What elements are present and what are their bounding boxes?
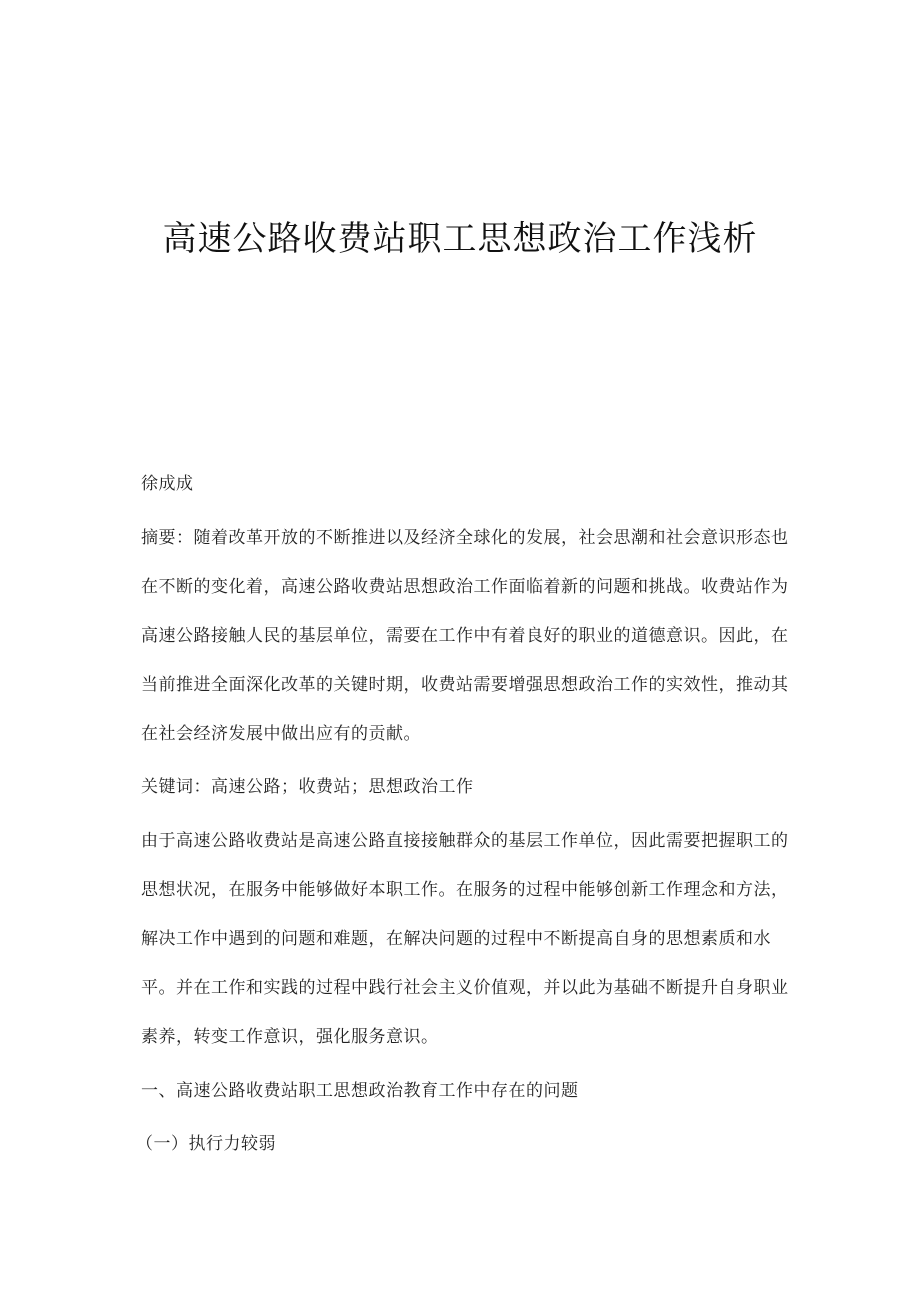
author-name: 徐成成 (141, 474, 194, 494)
keywords-line: 关键词：高速公路；收费站；思想政治工作 (141, 777, 474, 797)
abstract-paragraph: 摘要：随着改革开放的不断推进以及经济全球化的发展，社会思潮和社会意识形态也在不断的变化着，高速公路收费站思想政治工作面临着新的问题和挑战。收费站作为高速公路接触人民的基层单位，需要在工作中有着良好的职业的道德意识。因此，在当前推进全面深化改革的关键时期，收费站需要增强思想政治工作的实效性，推动其在社会经济发展中做出应有的贡献。 (141, 528, 789, 744)
section-heading: 一、高速公路收费站职工思想政治教育工作中存在的问题 (141, 1081, 579, 1101)
intro-paragraph: 由于高速公路收费站是高速公路直接接触群众的基层工作单位，因此需要把握职工的思想状况，在服务中能够做好本职工作。在服务的过程中能够创新工作理念和方法，解决工作中遇到的问题和难题，在解决问题的过程中不断提高自身的思想素质和水平。并在工作和实践的过程中践行社会主义价值观，并以此为基础不断提升自身职业素养，转变工作意识，强化服务意识。 (141, 831, 789, 1047)
subsection-heading: （一）执行力较弱 (136, 1134, 276, 1154)
document-title: 高速公路收费站职工思想政治工作浅析 (162, 219, 758, 259)
